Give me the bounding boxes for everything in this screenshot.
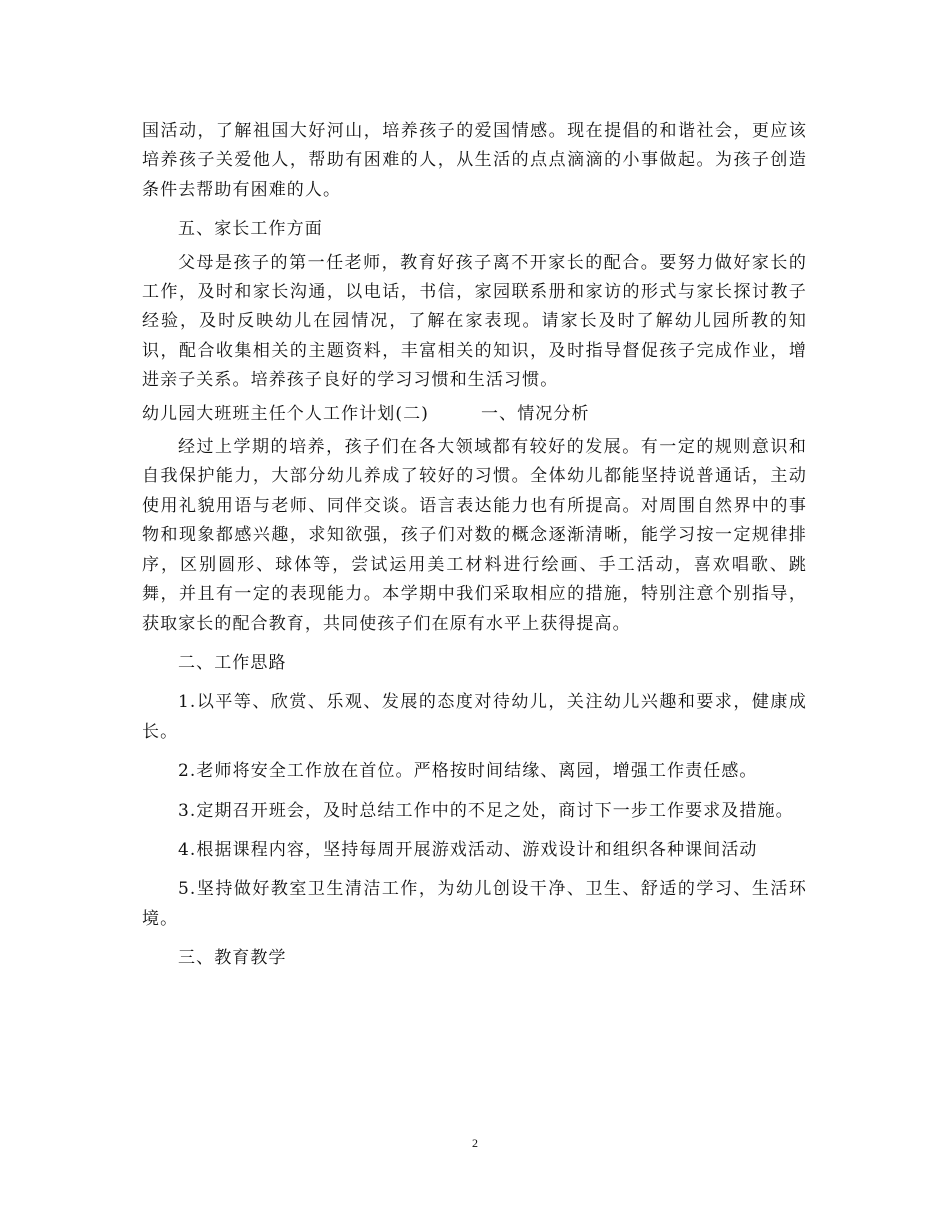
- document-body: [142, 117, 807, 974]
- list-item-2: 2.老师将安全工作放在首位。严格按时间结缘、离园，增强工作责任感。: [178, 761, 758, 782]
- list-item-1: 1.以平等、欣赏、乐观、发展的态度对待幼儿，关注幼儿兴趣和要求，健康成长。: [142, 692, 807, 742]
- list-item-3: 3.定期召开班会，及时总结工作中的不足之处，商讨下一步工作要求及措施。: [178, 800, 794, 821]
- section-heading-parent-work: 五、家长工作方面: [178, 219, 323, 240]
- section-heading-teaching: 三、教育教学: [178, 948, 287, 969]
- document-title-line: 幼儿园大班班主任个人工作计划(二) 一、情况分析: [142, 403, 590, 424]
- paragraph-situation-analysis: 经过上学期的培养，孩子们在各大领域都有较好的发展。有一定的规则意识和自我保护能力，大部分幼儿养成了较好的习惯。全体幼儿都能坚持说普通话，主动使用礼貌用语与老师、同伴交谈。语言表达能力也有所提高。对周围自然界中的事物和现象都感兴趣，求知欲强，孩子们对数的概念逐渐清晰，能学习按一定规律排序，区别圆形、球体等，尝试运用美工材料进行绘画、手工活动，喜欢唱歌、跳舞，并且有一定的表现能力。本学期中我们采取相应的措施，特别注意个别指导，获取家长的配合教育，共同使孩子们在原有水平上获得提高。: [142, 437, 807, 634]
- paragraph-continuation: 国活动，了解祖国大好河山，培养孩子的爱国情感。现在提倡的和谐社会，更应该培养孩子关爱他人，帮助有困难的人，从生活的点点滴滴的小事做起。为孩子创造条件去帮助有困难的人。: [142, 121, 807, 200]
- paragraph-parent-work: 父母是孩子的第一任老师，教育好孩子离不开家长的配合。要努力做好家长的工作，及时和家长沟通，以电话，书信，家园联系册和家访的形式与家长探讨教子经验，及时反映幼儿在园情况，了解在家表现。请家长及时了解幼儿园所教的知识，配合收集相关的主题资料，丰富相关的知识，及时指导督促孩子完成作业，增进亲子关系。培养孩子良好的学习习惯和生活习惯。: [142, 252, 807, 391]
- list-item-5: 5.坚持做好教室卫生清洁工作，为幼儿创设干净、卫生、舒适的学习、生活环境。: [142, 879, 807, 929]
- section-heading-work-ideas: 二、工作思路: [178, 652, 287, 673]
- page-number: 2: [472, 1136, 478, 1150]
- list-item-4: 4.根据课程内容，坚持每周开展游戏活动、游戏设计和组织各种课间活动: [178, 839, 758, 860]
